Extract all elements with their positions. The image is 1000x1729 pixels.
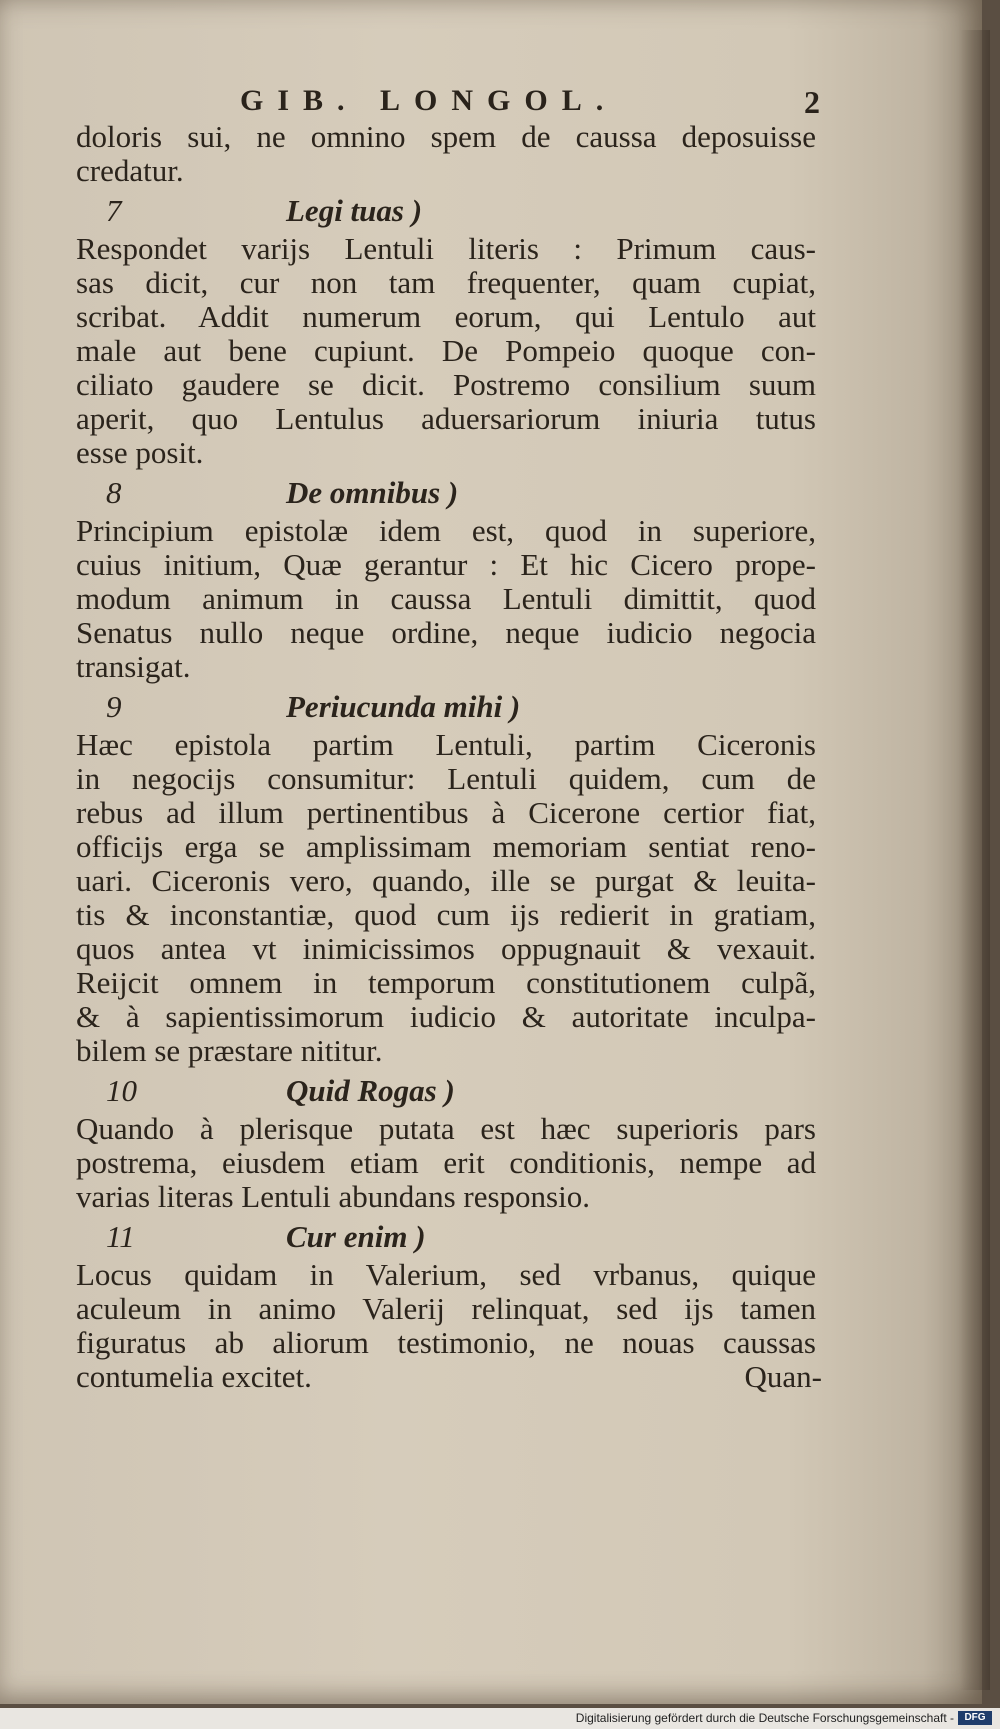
- text-line-content: quos antea vt inimicissimos oppugnauit & vexauit.: [76, 931, 816, 966]
- body-text: [76, 119, 822, 1394]
- text-line: [76, 616, 816, 650]
- section-lemma: Quid Rogas ): [286, 1073, 455, 1108]
- text-line: [76, 796, 816, 830]
- text-line-content: modum animum in caussa Lentuli dimittit, quod: [76, 581, 816, 616]
- text-line: [76, 762, 816, 796]
- section-lemma: Cur enim ): [286, 1219, 426, 1254]
- dfg-logo: DFG: [958, 1711, 992, 1725]
- section-heading: [76, 1074, 816, 1108]
- text-line: [76, 1180, 816, 1214]
- text-line: [76, 154, 816, 188]
- section-number: 11: [106, 1219, 135, 1254]
- text-line-content: aperit, quo Lentulus aduersariorum iniuria tutus: [76, 401, 816, 436]
- text-line: [76, 1258, 816, 1292]
- text-line: [76, 1112, 816, 1146]
- text-line-content: Reijcit omnem in temporum constitutionem culpã,: [76, 965, 816, 1000]
- text-line-content: bilem se præstare nititur.: [76, 1033, 383, 1068]
- text-line-content: doloris sui, ne omnino spem de caussa deposuisse: [76, 119, 816, 154]
- text-line: [76, 1000, 816, 1034]
- text-line: [76, 1292, 816, 1326]
- footer-credit: Digitalisierung gefördert durch die Deutsche Forschungsgemeinschaft -: [575, 1711, 954, 1725]
- text-line: [76, 120, 816, 154]
- text-line-content: rebus ad illum pertinentibus à Cicerone certior fiat,: [76, 795, 816, 830]
- text-line-content: contumelia excitet.: [76, 1359, 312, 1394]
- digitization-footer: [0, 1708, 1000, 1729]
- text-line: [76, 1326, 816, 1360]
- section-heading: [76, 690, 816, 724]
- text-line: [76, 582, 816, 616]
- text-line-content: cuius initium, Quæ gerantur : Et hic Cicero prope-: [76, 547, 816, 582]
- text-line-content: figuratus ab aliorum testimonio, ne nouas caussas: [76, 1325, 816, 1360]
- text-line-content: transigat.: [76, 649, 191, 684]
- text-line-content: Hæc epistola partim Lentuli, partim Ciceronis: [76, 727, 816, 762]
- text-line: [76, 728, 816, 762]
- page-edge-shadow: [960, 30, 990, 1690]
- text-line-content: sas dicit, cur non tam frequenter, quam cupiat,: [76, 265, 816, 300]
- text-line-content: male aut bene cupiunt. De Pompeio quoque con-: [76, 333, 816, 368]
- text-line-content: scribat. Addit numerum eorum, qui Lentulo aut: [76, 299, 816, 334]
- text-line: [76, 300, 816, 334]
- text-line-content: in negocijs consumitur: Lentuli quidem, cum de: [76, 761, 816, 796]
- text-line-content: Senatus nullo neque ordine, neque iudicio negocia: [76, 615, 816, 650]
- section-lemma: Legi tuas ): [286, 193, 423, 228]
- text-line-content: uari. Ciceronis vero, quando, ille se purgat & leuita-: [76, 863, 816, 898]
- text-line: [76, 966, 816, 1000]
- text-line-content: credatur.: [76, 153, 184, 188]
- text-line-content: postrema, eiusdem etiam erit conditionis, nempe ad: [76, 1145, 816, 1180]
- page-number: 2: [804, 84, 820, 120]
- section-lemma: Periucunda mihi ): [286, 689, 521, 724]
- text-line: [76, 932, 816, 966]
- section-number: 10: [106, 1073, 137, 1108]
- running-title: GIB. LONGOL.: [240, 84, 618, 117]
- text-line-content: varias literas Lentuli abundans responsio.: [76, 1179, 590, 1214]
- text-line: [76, 266, 816, 300]
- text-line: [76, 232, 816, 266]
- section-number: 8: [106, 475, 122, 510]
- text-line: [76, 436, 816, 470]
- text-line: [76, 334, 816, 368]
- text-line: [76, 1034, 816, 1068]
- section-heading: [76, 1220, 816, 1254]
- text-line-content: Locus quidam in Valerium, sed vrbanus, quique: [76, 1257, 816, 1292]
- text-line: [76, 1359, 822, 1394]
- text-line-content: Respondet varijs Lentuli literis : Primum caus-: [76, 231, 816, 266]
- text-line-content: Principium epistolæ idem est, quod in superiore,: [76, 513, 816, 548]
- text-line-content: esse posit.: [76, 435, 204, 470]
- section-number: 7: [106, 193, 122, 228]
- text-line-content: officijs erga se amplissimam memoriam sentiat reno-: [76, 829, 816, 864]
- text-line: [76, 368, 816, 402]
- text-line-content: ciliato gaudere se dicit. Postremo consilium suum: [76, 367, 816, 402]
- text-line: [76, 548, 816, 582]
- section-heading: [76, 194, 816, 228]
- text-line-content: aculeum in animo Valerij relinquat, sed ijs tamen: [76, 1291, 816, 1326]
- text-line-content: & à sapientissimorum iudicio & autoritate inculpa-: [76, 999, 816, 1034]
- text-line: [76, 1146, 816, 1180]
- section-heading: [76, 476, 816, 510]
- text-line: [76, 402, 816, 436]
- text-line: [76, 898, 816, 932]
- text-line-content: tis & inconstantiæ, quod cum ijs redierit in gratiam,: [76, 897, 816, 932]
- text-line-content: Quando à plerisque putata est hæc superioris pars: [76, 1111, 816, 1146]
- running-head: [240, 84, 820, 118]
- text-line: [76, 650, 816, 684]
- section-number: 9: [106, 689, 122, 724]
- text-line: [76, 830, 816, 864]
- catchword: Quan-: [744, 1359, 822, 1394]
- text-line: [76, 514, 816, 548]
- text-line: [76, 864, 816, 898]
- section-lemma: De omnibus ): [286, 475, 459, 510]
